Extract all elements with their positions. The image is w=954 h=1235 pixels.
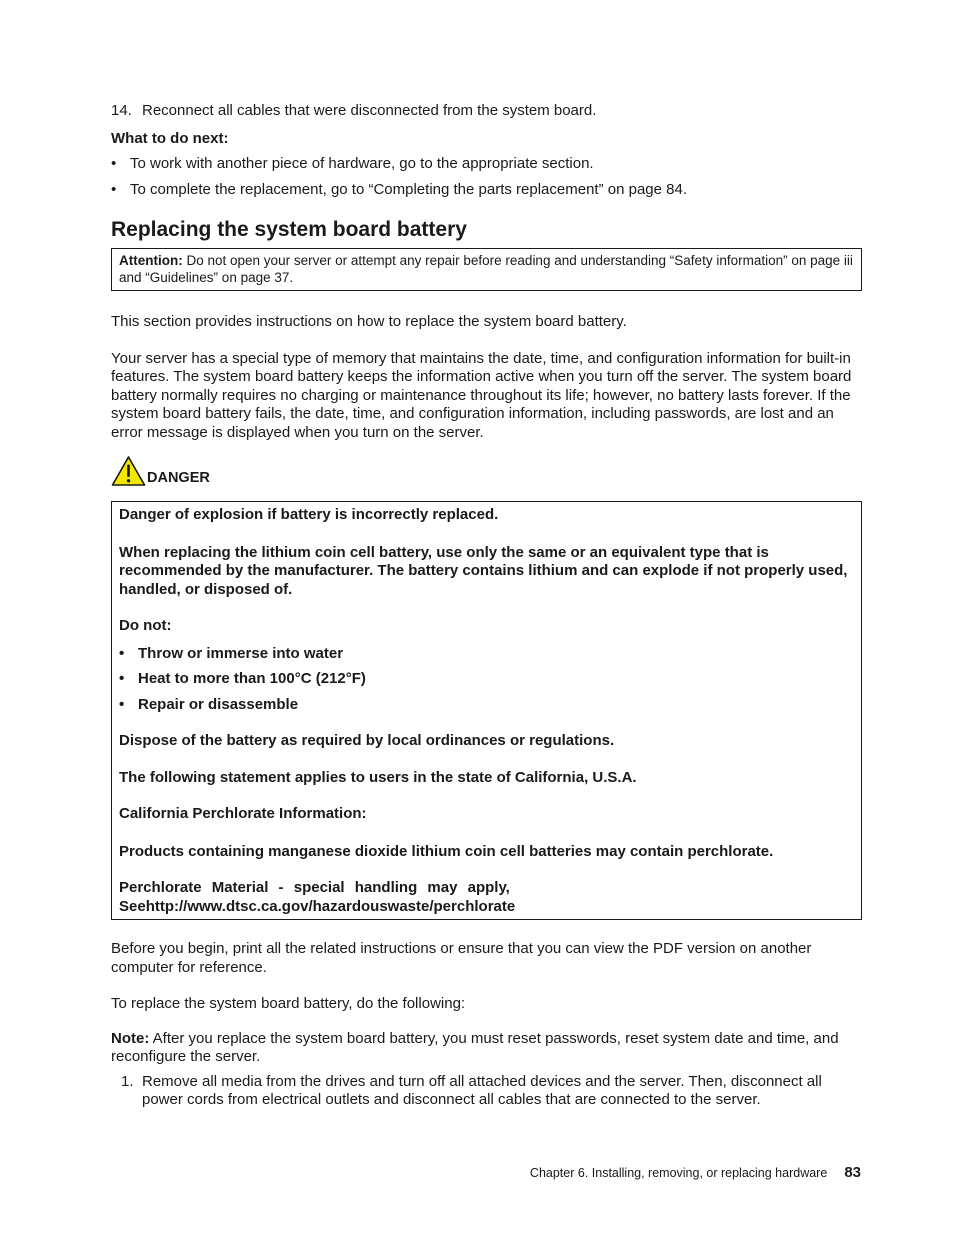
danger-header: [111, 453, 862, 487]
list-item-text: To complete the replacement, go to “Completing the parts replacement” on page 84.: [130, 180, 687, 198]
list-item: [119, 645, 854, 664]
footer-chapter: Chapter 6. Installing, removing, or replacing hardware: [529, 1166, 828, 1180]
list-item-text: To work with another piece of hardware, go to the appropriate section.: [130, 155, 594, 172]
do-not-list: [119, 645, 854, 715]
to-replace-paragraph: To replace the system board battery, do the following:: [111, 995, 466, 1012]
note-text: After you replace the system board battery, you must reset passwords, reset system date and time, and reconfigure the server.: [111, 1029, 839, 1065]
before-begin-paragraph: Before you begin, print all the related instructions or ensure that you can view the PDF version on another computer for reference.: [111, 940, 812, 976]
bullet: •: [111, 155, 117, 172]
what-next-heading: What to do next:: [111, 129, 229, 147]
perchlorate-material-line: Perchlorate Material - special handling may apply,: [119, 879, 510, 896]
list-item-text: Heat to more than 100°C (212°F): [138, 670, 366, 687]
california-line: The following statement applies to users in the state of California, U.S.A.: [119, 768, 637, 786]
products-line: Products containing manganese dioxide lithium coin cell batteries may contain perchlorate.: [119, 842, 774, 860]
danger-line-1: Danger of explosion if battery is incorrectly replaced.: [119, 506, 499, 523]
list-item: [111, 181, 862, 200]
bullet: •: [111, 180, 117, 198]
page-content: [111, 102, 862, 1110]
attention-label: Attention:: [119, 253, 183, 268]
list-item: [119, 670, 854, 689]
list-item-text: Repair or disassemble: [138, 695, 299, 713]
danger-label: DANGER: [147, 470, 210, 486]
step-text: Reconnect all cables that were disconnected from the system board.: [142, 102, 597, 119]
attention-box: [111, 248, 862, 291]
do-not-heading: Do not:: [119, 617, 172, 634]
list-item: [111, 155, 862, 174]
attention-text: Do not open your server or attempt any repair before reading and understanding “Safety information” on page iii and “Guidelines” on page 37.: [119, 253, 853, 285]
danger-box: [111, 501, 862, 920]
list-item-text: Throw or immerse into water: [138, 644, 344, 662]
bullet: •: [119, 670, 125, 687]
bullet: •: [119, 644, 125, 662]
memory-paragraph: Your server has a special type of memory that maintains the date, time, and configuration information for built-in features. The system board battery keeps the information active when you turn off the server. The system board battery normally requires no charging or maintenance throughout its life; however, no battery lasts forever. If the system board battery fails, the date, time, and configuration information, including passwords, are lost and an error message is displayed when you turn on the server.: [111, 349, 852, 441]
list-item: [119, 696, 854, 715]
warning-triangle-icon: [111, 455, 146, 487]
intro-paragraph: This section provides instructions on how to replace the system board battery.: [111, 313, 627, 330]
section-title: Replacing the system board battery: [111, 218, 467, 241]
note-label: Note:: [111, 1029, 150, 1047]
step-text: Remove all media from the drives and turn off all attached devices and the server. Then, disconnect all power cords from electrical outlets and disconnect all cables that are connected to the server.: [142, 1072, 822, 1108]
step-1: [111, 1073, 862, 1110]
perchlorate-url-line: Seehttp://www.dtsc.ca.gov/hazardouswaste/perchlorate: [119, 897, 516, 915]
danger-line-2: When replacing the lithium coin cell battery, use only the same or an equivalent type that is recommended by the manufacturer. The battery contains lithium and can explode if not properly used, handled, or disposed of.: [119, 543, 848, 598]
perchlorate-info-line: California Perchlorate Information:: [119, 805, 367, 822]
step-number: 14.: [111, 102, 132, 119]
note-paragraph: [111, 1030, 862, 1067]
page-number: 83: [844, 1164, 861, 1181]
dispose-line: Dispose of the battery as required by local ordinances or regulations.: [119, 732, 615, 749]
step-number: 1.: [121, 1072, 134, 1090]
what-next-list: [111, 155, 862, 199]
step-14: [111, 102, 862, 121]
bullet: •: [119, 695, 125, 713]
page-footer: [530, 1164, 861, 1183]
